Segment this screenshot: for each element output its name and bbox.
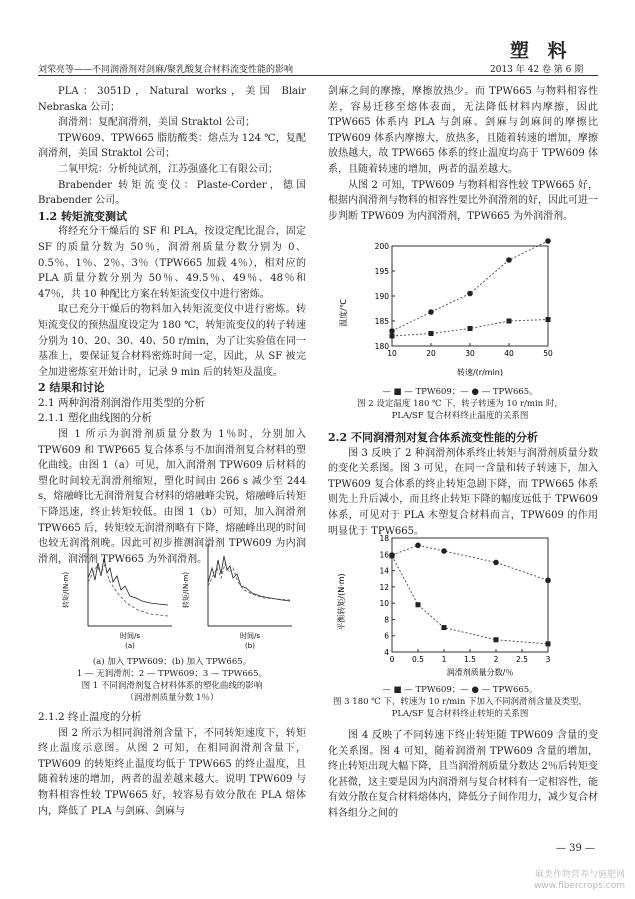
watermark-line-1: 麻类作物营养与施肥网 [534,870,625,880]
header-rule [38,75,598,76]
figure-1a-sublabel: (a) [125,642,135,650]
figure-3-point-tpw665 [415,543,421,549]
figure-3-caption: 图 3 180 ℃ 下，转速为 10 r/min 下加入不同润滑剂含量及类型， [332,697,588,707]
figure-2-caption-line2: PLA/SF 复合材料终止温度的关系图 [391,411,529,421]
figure-1-plots [60,538,300,650]
figure-1a-xlabel: 时间/s [119,632,141,640]
figure-2-point-tpw609 [546,317,551,322]
section-title-2-2: 2.2 不同润滑剂对复合体系流变性能的分析 [328,431,538,444]
figure-3-x-tick-label: 0 [389,655,395,664]
paragraph: 图 1 所示为润滑剂质量分数为 1％时，分别加入 TPW609 和 TWP665 复合体系与不加润滑剂复合材料的塑化曲线。由图 1（a）可见，加入润滑剂 TPW609 后材料的塑化时间较无润滑剂缩短，塑化时间由 266 s 减少至 244 s，熔融峰比无润滑剂复合材料的熔融峰尖锐，熔融峰后转矩下降迅速，终止转矩较低。由图 1（b）可知，加入润滑剂 TPW665 后，转矩较无润滑剂略有下降，熔融峰出现的时间也较无润滑剂晚。因此可初步推测润滑剂 TPW609 为内润滑剂，润滑剂 TPW665 为外润滑剂。 [38,429,306,565]
figure-2-point-tpw665 [389,328,395,334]
figure-2-x-tick-label: 50 [543,349,553,358]
figure-1b-ylabel: 转矩/(N·m) [182,571,190,609]
right-column-mid [328,430,598,539]
figure-3-point-tpw609 [546,641,551,646]
figure-3-series-line-tpw609 [392,556,548,644]
figure-3-y-tick-label: 10 [379,599,389,609]
figure-3-y-tick-label: 8 [384,615,389,625]
figure-3-y-tick-label: 4 [384,648,389,657]
figure-2-y-tick-label: 190 [374,292,389,301]
paragraph: 剑麻之间的摩擦，摩擦放热少。而 TPW665 与物料相容性差，容易迁移至熔体表面，无法降低材料内摩擦，因此 TPW665 体系内 PLA 与剑麻、剑麻与剑麻间的摩擦比 TPW609 体系内摩擦大，放热多，且随着转速的增加，摩擦放热越大，故 TPW665 体系的终止温度均高于 TPW609 体系，且随着转速的增加，两者的温差越大。 [328,86,598,175]
figure-2-x-tick-label: 30 [465,349,475,358]
figure-2-caption: 图 2 设定温度 180 ℃ 下，转子转速为 10 r/min 时， [357,399,563,409]
paragraph: 从图 2 可知，TPW609 与物料相容性较 TPW665 好，根据内润滑剂与物料的相容性要比外润滑剂的好，因此可进一步判断 TPW609 为内润滑剂，TPW665 为外润滑剂。 [328,179,598,222]
material-item: 润滑剂：复配润滑剂，美国 Straktol 公司； [58,117,256,129]
figure-3-plot-frame [392,538,548,652]
paragraph: 取已充分干燥后的物料加入转矩流变仪中进行密炼。转矩流变仪的预热温度设定为 180 ℃，转矩流变仪的转子转速分别为 10、20、30、40、50 r/min，为了让实验值在同一基准上，要保证复合材料密炼时间一定，因此，从 SF 被完全加进密炼室开始计时，记录 9 min 后的转矩及温度。 [38,304,306,378]
paragraph: 图 4 反映了不同转速下终止转矩随 TPW609 含量的变化关系图。图 4 可知，随着润滑剂 TPW609 含量的增加，终止转矩出现大幅下降，且当润滑剂质量分数达 2％后转矩变化甚微，这主要是因为内润滑剂与复合材料有一定相容性，能有效分散在复合材料熔体内，降低分子间作用力，减少复合材料各组分之间的 [328,730,598,819]
figure-3-x-tick-label: 2 [493,655,499,664]
section-title-2-1-1: 2.1.1 塑化曲线图的分析 [38,412,153,425]
figure-3-legend: — ■ — TPW609；— ● — TPW665。 [382,685,538,695]
material-item: TPW609、TPW665 脂肪酸类：熔点为 124 ℃，复配润滑剂，美国 Straktol 公司； [38,132,306,160]
figure-3-y-tick-label: 14 [379,566,389,576]
figure-2-point-tpw609 [390,334,395,339]
figure-3-point-tpw609 [416,602,421,607]
watermark-line-2: www.fibercrops.com [534,881,625,891]
magazine-title: 塑 料 [510,40,573,62]
figure-3-point-tpw665 [389,552,395,558]
figure-1-caption-block [38,656,306,704]
figure-3-point-tpw665 [441,548,447,554]
figure-3-series-line-tpw665 [392,545,548,580]
figure-2-x-tick-label: 10 [387,349,397,358]
figure-2-point-tpw609 [429,331,434,336]
figure-2-x-tick-label: 40 [504,349,514,358]
figure-3-chart [330,530,590,678]
figure-2-legend: — ■ — TPW609；— ● — TPW665。 [382,387,538,397]
figure-3 [330,530,590,720]
figure-3-point-tpw609 [494,637,499,642]
figure-2-x-tick-label: 20 [426,349,436,358]
figure-2-chart [330,238,590,378]
material-item: Brabender 转矩流变仪：Plaste-Corder，德国 Brabender 公司。 [38,179,306,207]
page-number: — 39 — [555,843,595,854]
left-column-lower [38,710,306,819]
right-column [328,84,598,224]
figure-3-y-tick-label: 16 [379,550,389,560]
figure-2-point-tpw665 [428,309,434,315]
figure-3-point-tpw665 [493,560,499,566]
figure-3-x-tick-label: 1 [441,655,447,664]
figure-3-y-tick-label: 6 [384,631,389,641]
figure-2-point-tpw665 [545,238,551,244]
figure-1b-panel [181,544,292,650]
figure-1 [60,538,300,658]
figure-2-y-tick-label: 200 [374,242,389,251]
running-title: 刘荣亮等——不同润滑剂对剑麻/聚乳酸复合材料流变性能的影响 [38,65,294,75]
figure-1-legend-2: 1 — 无润滑剂；2 — TPW609；3 — TPW665。 [76,669,268,679]
figure-3-xlabel: 润滑剂质量分数/％ [446,668,514,677]
figure-3-caption-line2: PLA/SF 复合材料终止转矩的关系图 [391,709,529,719]
figure-2-point-tpw665 [506,257,512,263]
figure-2-series-line-tpw665 [392,241,548,331]
paragraph: 图 2 所示为相同润滑剂含量下，不同转矩速度下，转矩终止温度示意图。从图 2 可知，在相同润滑剂含量下，TPW609 的转矩终止温度均低于 TPW665 的终止温度，且随着转速的增加，两者的温差越来越大。说明 TPW609 与物料相容性较 TPW665 好，较容易有效分散在 PLA 熔体内，降低了 PLA 与剑麻、剑麻与 [38,727,306,817]
left-column [38,84,306,567]
figure-2-point-tpw609 [468,326,473,331]
figure-2-y-tick-label: 195 [374,267,389,276]
paragraph: 图 3 反映了 2 种润滑剂体系终止转矩与润滑剂质量分数的变化关系图。图 3 可见，在同一含量和转子转速下，加入 TPW609 复合体系的终止转矩急剧下降，而 TPW665 体系则先上升后减小，而且终止转矩下降的幅度远低于 TPW609 体系，可见对于 PLA 木塑复合材料而言，TPW609 的作用明显优于 TPW665。 [328,447,598,537]
paragraph: 将经充分干燥后的 SF 和 PLA，按设定配比混合，固定 SF 的质量分数为 50％，润滑剂质量分数分别为 0、0.5％、1％、2％、3％（TPW665 加载 4％），相对应的 PLA 质量分数分别为 50％、49.5％、49％、48％和 47％，共 10 种配比方案在转矩流变仪中进行密炼。 [38,226,306,300]
figure-1-caption-note: （润滑剂质量分数 1％） [125,693,219,703]
section-title-2: 2 结果和讨论 [38,381,105,395]
section-title-2-1-2: 2.1.2 终止温度的分析 [38,711,142,723]
section-title-2-1: 2.1 两种润滑剂润滑作用类型的分析 [38,396,206,409]
figure-2-point-tpw665 [467,291,473,297]
section-title-1-2: 1.2 转矩流变测试 [38,209,127,223]
figure-3-x-tick-label: 0.5 [412,655,424,664]
figure-3-point-tpw609 [442,625,447,630]
figure-3-point-tpw665 [545,578,551,584]
figure-1-caption: 图 1 不同润滑剂复合材料体系的塑化曲线的影响 [81,681,263,691]
figure-3-ylabel: 平衡转矩/(N·m) [337,573,346,631]
issue-info: 2013 年 42 卷 第 6 期 [490,65,584,75]
figure-1a-panel [61,544,172,650]
right-column-lower [328,728,598,822]
figure-1-legend-1: (a) 加入 TPW609；(b) 加入 TPW665。 [92,657,252,667]
figure-2-point-tpw609 [507,319,512,324]
watermark [534,870,625,892]
figure-3-y-tick-label: 18 [379,534,389,543]
material-item: PLA：3051D，Natural works，美国 Blair Nebraska 公司； [38,86,306,113]
figure-2 [330,238,590,423]
figure-3-x-tick-label: 2.5 [516,655,528,664]
figure-1a-ylabel: 转矩/(N·m) [62,571,70,609]
figure-2-y-tick-label: 185 [374,317,389,326]
figure-3-x-tick-label: 3 [545,655,551,664]
figure-1b-sublabel: (b) [245,642,255,650]
figure-2-y-tick-label: 180 [374,342,389,351]
figure-2-ylabel: 温度/℃ [339,299,348,327]
figure-1b-xlabel: 时间/s [239,632,261,640]
figure-3-y-tick-label: 12 [379,582,389,592]
figure-2-xlabel: 转速/(r/min) [456,368,504,377]
figure-3-x-tick-label: 1.5 [464,655,476,664]
material-item: 二氧甲烷：分析纯试剂，江苏强盛化工有限公司； [58,163,278,175]
